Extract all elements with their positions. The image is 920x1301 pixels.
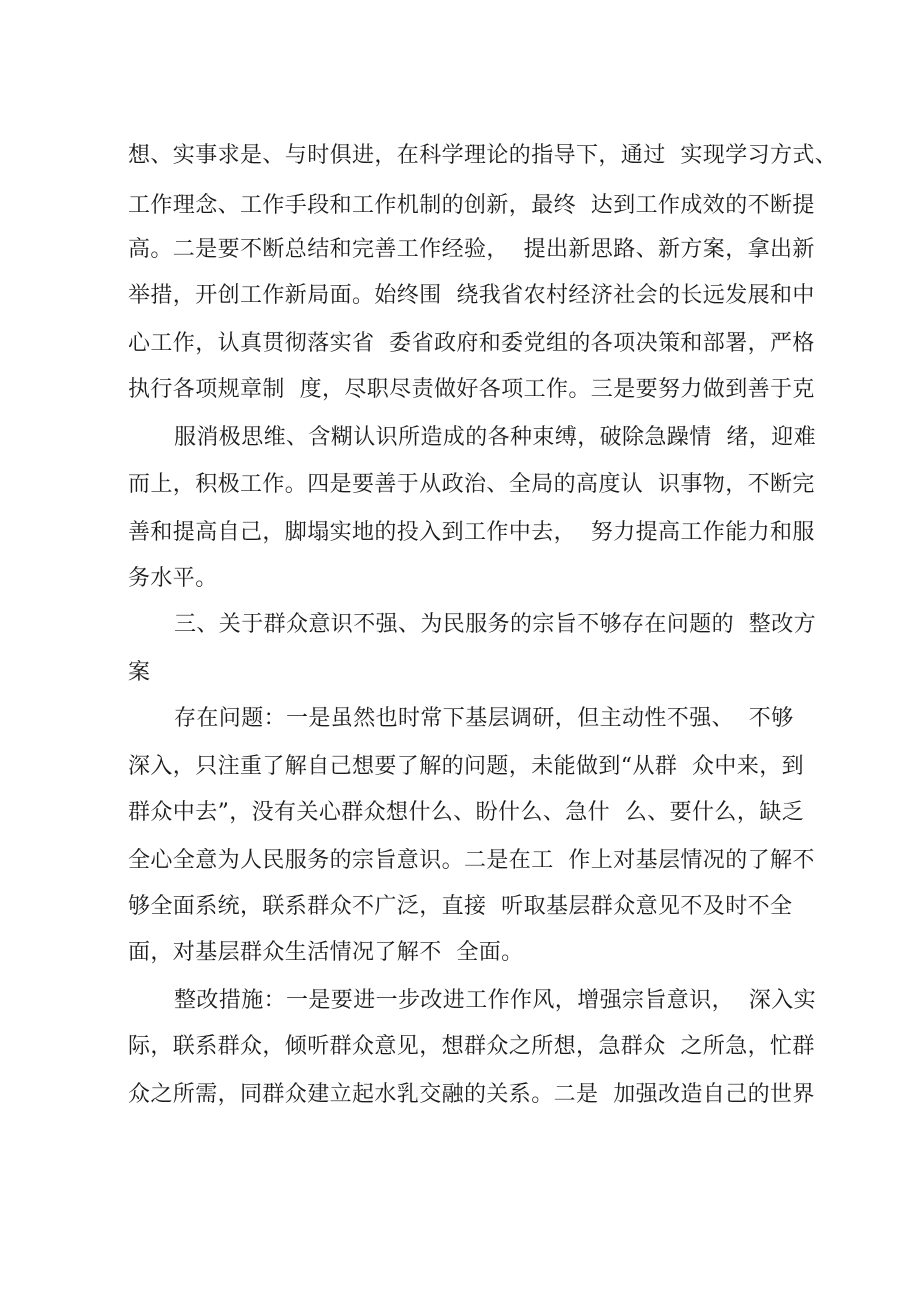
- text-line-6: 执行各项规章制 度，尽职尽责做好各项工作。三是要努力做到善于克: [128, 377, 815, 402]
- text-line-2: 工作理念、工作手段和工作机制的创新，最终 达到工作成效的不断提: [128, 193, 815, 218]
- text-line-17: 够全面系统，联系群众不广泛，直接 听取基层群众意见不及时不全: [128, 894, 793, 919]
- text-line-15: 群众中去”，没有关心群众想什么、盼什么、急什 么、要什么，缺乏: [128, 800, 805, 825]
- text-line-19: 整改措施：一是要进一步改进工作作风，增强宗旨意识， 深入实: [174, 988, 816, 1013]
- text-line-7: 服消极思维、含糊认识所造成的各种束缚，破除急躁情 绪，迎难: [174, 425, 816, 450]
- section-heading-line-1: 三、关于群众意识不强、为民服务的宗旨不够存在问题的 整改方: [174, 612, 816, 637]
- text-line-18: 面，对基层群众生活情况了解不 全面。: [128, 940, 524, 965]
- text-line-5: 心工作，认真贯彻落实省 委省政府和委党组的各项决策和部署，严格: [128, 331, 815, 356]
- text-line-3: 高。二是要不断总结和完善工作经验， 提出新思路、新方案，拿出新: [128, 237, 815, 262]
- text-line-20: 际，联系群众，倾听群众意见，想群众之所想，急群众 之所急，忙群: [128, 1034, 815, 1059]
- text-line-21: 众之所需，同群众建立起水乳交融的关系。二是 加强改造自己的世界: [128, 1082, 815, 1107]
- text-line-16: 全心全意为人民服务的宗旨意识。二是在工 作上对基层情况的了解不: [128, 848, 815, 873]
- section-heading-line-2: 案: [128, 660, 151, 685]
- text-line-13: 存在问题：一是虽然也时常下基层调研，但主动性不强、 不够: [174, 706, 794, 731]
- text-line-4: 举措，开创工作新局面。始终围 绕我省农村经济社会的长远发展和中: [128, 283, 815, 308]
- text-line-8: 而上，积极工作。四是要善于从政治、全局的高度认 识事物，不断完: [128, 472, 815, 497]
- text-line-9: 善和提高自己，脚塌实地的投入到工作中去， 努力提高工作能力和服: [128, 520, 815, 545]
- text-line-14: 深入，只注重了解自己想要了解的问题，未能做到“从群 众中来，到: [128, 754, 805, 779]
- text-line-10: 务水平。: [128, 566, 218, 591]
- text-line-1: 想、实事求是、与时俱进，在科学理论的指导下，通过 实现学习方式、: [128, 143, 838, 168]
